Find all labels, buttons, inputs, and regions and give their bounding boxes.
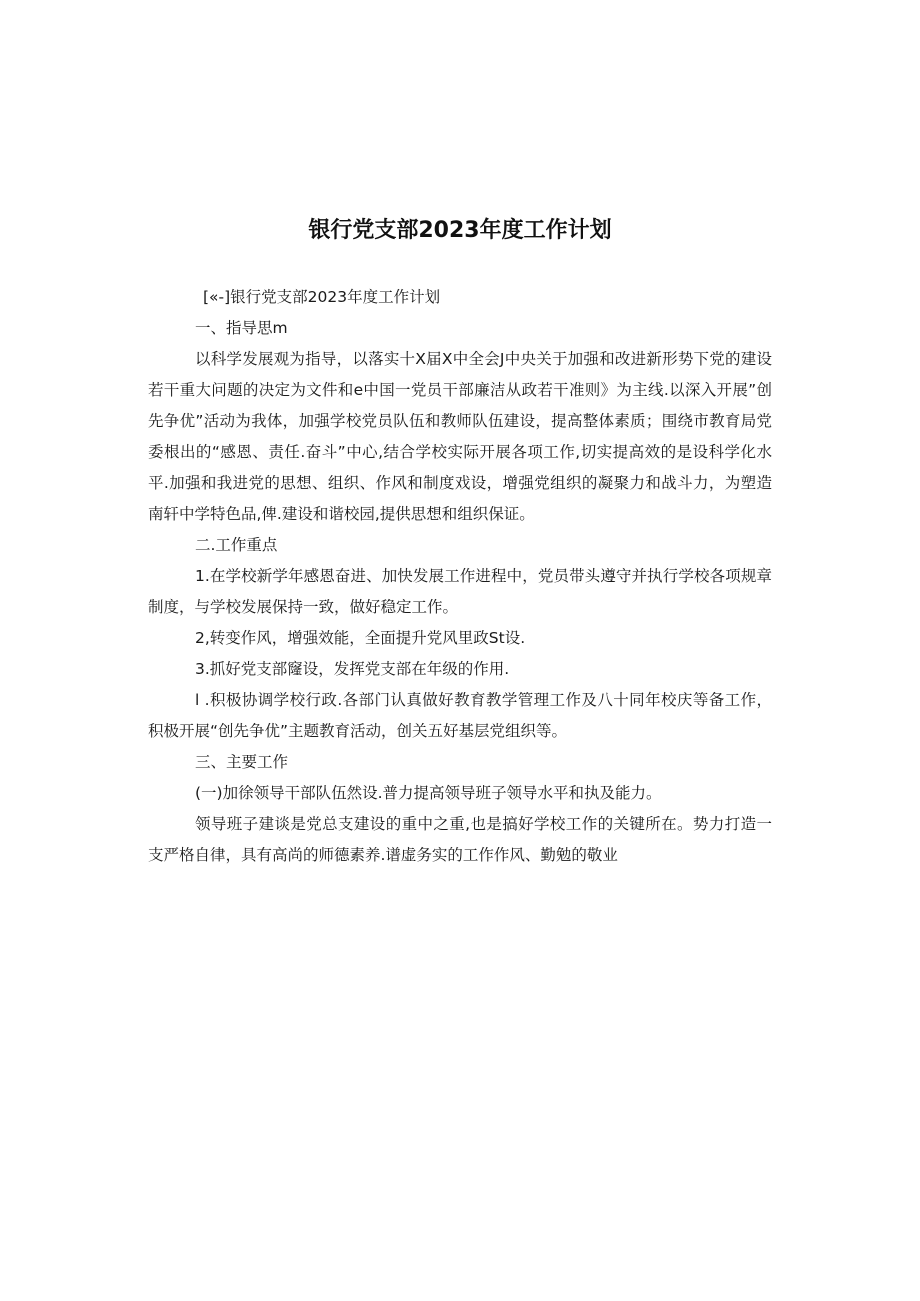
focus-item-1: 1.在学校新学年感恩奋进、加快发展工作进程中，党员带头遵守并执行学校各项规章制度，与学校发展保持一致，做好稳定工作。	[148, 567, 772, 616]
section-heading-main-work: 三、主要工作	[195, 753, 289, 771]
subsection-heading-1: (一)加徐领导干部队伍然设.普力提高领导班子领导水平和执及能力。	[195, 784, 662, 802]
focus-item-3: 3.抓好党支部窿设，发挥党支部在年级的作用.	[195, 660, 510, 678]
paragraph-leadership: 领导班子建谈是党总支建设的重中之重,也是搞好学校工作的关键所在。势力打造一支严格自律，具有高尚的师德素养.谱虚务实的工作作风、勤勉的敬业	[148, 815, 772, 864]
paragraph-guiding-thought: 以科学发展观为指导，以落实十X届X中全会J中央关于加强和改进新形势下党的建设若干重大问题的决定为文件和e中国一党员干部廉洁从政若干准则》为主线.以深入开展”创先争优”活动为我体，加强学校党员队伍和教师队伍建设，提高整体素质；围绕市教育局党委根出的“感恩、责任.奋斗”中心,结合学校实际开展各项工作,切实提高效的是设科学化水平.加强和我进党的思想、组织、作风和制度戏设，增强党组织的凝聚力和战斗力，为塑造南轩中学特色品,俾.建设和谐校园,提供思想和组织保证。	[148, 350, 772, 523]
focus-item-2: 2,转变作风，增强效能，全面提升党风里政St设.	[195, 629, 526, 647]
focus-item-4: l .积极协调学校行政.各部门认真做好教育教学管理工作及八十同年校庆等备工作，积极开展“创先争优”主题教育活动，创关五好基层党组织等。	[148, 691, 772, 740]
document-body	[148, 282, 772, 871]
section-heading-work-focus: 二.工作重点	[195, 536, 278, 554]
document-title: 银行党支部2023年度工作计划	[308, 218, 612, 243]
subtitle-line: [«-]银行党支部2023年度工作计划	[203, 288, 441, 306]
section-heading-guiding-thought: 一、指导思m	[195, 319, 288, 337]
